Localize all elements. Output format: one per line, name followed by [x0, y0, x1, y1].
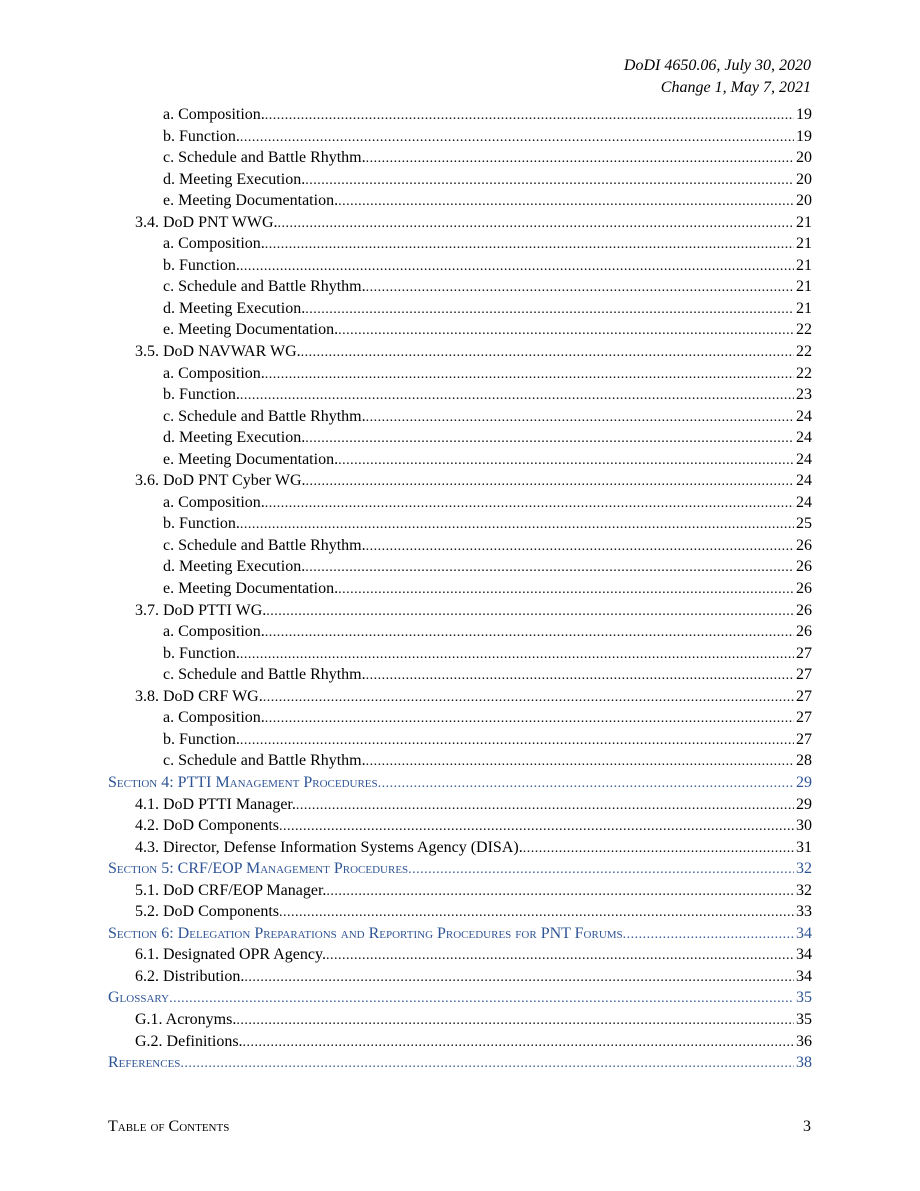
- toc-dot-leader: [366, 754, 794, 770]
- header-document-id: DoDI 4650.06, July 30, 2020: [623, 57, 811, 74]
- toc-page-number: 24: [796, 493, 812, 511]
- toc-dot-leader: [169, 991, 794, 1007]
- toc-page-number: 20: [796, 149, 812, 167]
- toc-dot-leader: [296, 798, 794, 814]
- footer-title: Table of Contents: [108, 1118, 230, 1135]
- toc-page-number: 27: [796, 644, 812, 662]
- toc-entry-title: e. Meeting Documentation.: [163, 450, 339, 468]
- toc-entry[interactable]: [108, 171, 812, 193]
- toc-page-number: 26: [796, 580, 812, 598]
- toc-dot-leader: [523, 841, 794, 857]
- toc-entry[interactable]: [108, 968, 812, 990]
- toc-page-number: 25: [796, 515, 812, 533]
- table-of-contents: [108, 106, 812, 1076]
- toc-entry[interactable]: [108, 451, 812, 473]
- toc-entry[interactable]: [108, 1011, 812, 1033]
- toc-page-number: 26: [796, 623, 812, 641]
- toc-dot-leader: [366, 539, 794, 555]
- toc-section-link[interactable]: [108, 925, 812, 947]
- toc-page-number: 21: [796, 213, 812, 231]
- toc-page-number: 26: [796, 601, 812, 619]
- toc-dot-leader: [265, 367, 794, 383]
- toc-dot-leader: [265, 237, 794, 253]
- toc-page-number: 27: [796, 730, 812, 748]
- toc-entry-title: Section 4: PTTI Management Procedures: [108, 773, 378, 791]
- toc-entry[interactable]: [108, 278, 812, 300]
- toc-entry[interactable]: [108, 515, 812, 537]
- toc-entry-title: e. Meeting Documentation.: [163, 321, 339, 339]
- footer-page-number: 3: [803, 1118, 811, 1135]
- toc-section-link[interactable]: [108, 860, 812, 882]
- toc-entry-title: 3.4. DoD PNT WWG.: [135, 213, 278, 231]
- toc-entry-title: c. Schedule and Battle Rhythm.: [163, 752, 366, 770]
- toc-dot-leader: [279, 905, 794, 921]
- toc-entry-title: b. Function.: [163, 127, 240, 145]
- toc-dot-leader: [240, 517, 794, 533]
- toc-dot-leader: [326, 884, 794, 900]
- toc-dot-leader: [279, 819, 794, 835]
- toc-entry-title: a. Composition.: [163, 364, 265, 382]
- toc-entry[interactable]: [108, 149, 812, 171]
- toc-page-number: 31: [796, 838, 812, 856]
- toc-entry[interactable]: [108, 946, 812, 968]
- toc-entry-title: a. Composition.: [163, 235, 265, 253]
- toc-dot-leader: [180, 1056, 794, 1072]
- toc-entry-title: c. Schedule and Battle Rhythm.: [163, 407, 366, 425]
- toc-entry-title: 3.8. DoD CRF WG.: [135, 687, 263, 705]
- toc-entry-title: 3.7. DoD PTTI WG.: [135, 601, 267, 619]
- toc-dot-leader: [263, 690, 794, 706]
- toc-entry[interactable]: [108, 386, 812, 408]
- toc-entry[interactable]: [108, 666, 812, 688]
- toc-page-number: 22: [796, 343, 812, 361]
- toc-entry[interactable]: [108, 623, 812, 645]
- toc-dot-leader: [338, 453, 794, 469]
- toc-page-number: 19: [796, 106, 812, 123]
- toc-entry-title: d. Meeting Execution.: [163, 558, 306, 576]
- toc-dot-leader: [301, 345, 794, 361]
- toc-page-number: 35: [796, 989, 812, 1007]
- toc-page-number: 36: [796, 1032, 812, 1050]
- toc-page-number: 32: [796, 881, 812, 899]
- toc-dot-leader: [338, 194, 794, 210]
- toc-entry[interactable]: [108, 580, 812, 602]
- toc-entry[interactable]: [108, 429, 812, 451]
- toc-entry[interactable]: [108, 796, 812, 818]
- toc-section-link[interactable]: [108, 774, 812, 796]
- toc-entry[interactable]: [108, 106, 812, 128]
- toc-dot-leader: [240, 259, 794, 275]
- toc-entry[interactable]: [108, 752, 812, 774]
- toc-entry-title: a. Composition.: [163, 493, 265, 511]
- toc-entry[interactable]: [108, 494, 812, 516]
- toc-entry-title: b. Function.: [163, 515, 240, 533]
- toc-page-number: 27: [796, 687, 812, 705]
- toc-dot-leader: [305, 173, 794, 189]
- toc-entry[interactable]: [108, 558, 812, 580]
- toc-dot-leader: [265, 108, 794, 124]
- toc-dot-leader: [236, 1013, 794, 1029]
- toc-entry[interactable]: [108, 817, 812, 839]
- toc-dot-leader: [240, 388, 794, 404]
- toc-entry[interactable]: [108, 882, 812, 904]
- toc-dot-leader: [266, 604, 794, 620]
- toc-dot-leader: [240, 733, 794, 749]
- toc-entry-title: b. Function.: [163, 730, 240, 748]
- toc-entry-title: 4.3. Director, Defense Information Systems Agency (DISA).: [135, 838, 523, 856]
- toc-entry[interactable]: [108, 214, 812, 236]
- toc-entry-title: 5.2. DoD Components: [135, 903, 279, 921]
- toc-page-number: 22: [796, 364, 812, 382]
- toc-page-number: 26: [796, 536, 812, 554]
- toc-entry-title: References: [108, 1054, 181, 1072]
- toc-page-number: 35: [796, 1010, 812, 1028]
- toc-dot-leader: [306, 474, 794, 490]
- toc-page-number: 21: [796, 256, 812, 274]
- toc-entry-title: a. Composition.: [163, 106, 265, 123]
- toc-page-number: 38: [796, 1054, 812, 1072]
- toc-entry-title: 6.2. Distribution.: [135, 967, 245, 985]
- toc-entry-title: b. Function.: [163, 256, 240, 274]
- toc-entry[interactable]: [108, 365, 812, 387]
- toc-entry-title: d. Meeting Execution.: [163, 299, 306, 317]
- toc-entry[interactable]: [108, 839, 812, 861]
- toc-entry[interactable]: [108, 688, 812, 710]
- toc-page-number: 29: [796, 773, 812, 791]
- toc-dot-leader: [240, 130, 794, 146]
- toc-dot-leader: [265, 711, 794, 727]
- toc-page-number: 30: [796, 817, 812, 835]
- toc-entry-title: 5.1. DoD CRF/EOP Manager.: [135, 881, 327, 899]
- toc-entry-title: G.1. Acronyms.: [135, 1010, 237, 1028]
- toc-entry[interactable]: [108, 602, 812, 624]
- toc-page-number: 24: [796, 407, 812, 425]
- toc-entry-title: c. Schedule and Battle Rhythm.: [163, 666, 366, 684]
- toc-page-number: 27: [796, 709, 812, 727]
- toc-page-number: 24: [796, 472, 812, 490]
- toc-entry-title: e. Meeting Documentation.: [163, 192, 339, 210]
- toc-entry[interactable]: [108, 408, 812, 430]
- toc-dot-leader: [408, 862, 794, 878]
- header-change-date: Change 1, May 7, 2021: [660, 78, 811, 96]
- toc-entry-title: 3.6. DoD PNT Cyber WG.: [135, 472, 306, 490]
- toc-page-number: 21: [796, 235, 812, 253]
- toc-page-number: 20: [796, 192, 812, 210]
- toc-page-number: 29: [796, 795, 812, 813]
- toc-dot-leader: [305, 302, 794, 318]
- toc-entry-title: d. Meeting Execution.: [163, 170, 306, 188]
- toc-dot-leader: [240, 647, 794, 663]
- toc-entry[interactable]: [108, 1033, 812, 1055]
- toc-page-number: 33: [796, 903, 812, 921]
- toc-entry-title: c. Schedule and Battle Rhythm.: [163, 149, 366, 167]
- toc-page-number: 24: [796, 429, 812, 447]
- toc-dot-leader: [366, 668, 794, 684]
- toc-entry-title: c. Schedule and Battle Rhythm.: [163, 536, 366, 554]
- toc-dot-leader: [366, 410, 794, 426]
- toc-dot-leader: [338, 582, 794, 598]
- page-footer: [108, 1118, 811, 1136]
- toc-entry-title: b. Function.: [163, 644, 240, 662]
- toc-dot-leader: [305, 560, 794, 576]
- toc-dot-leader: [366, 151, 794, 167]
- toc-dot-leader: [244, 970, 794, 986]
- toc-page-number: 34: [796, 946, 812, 964]
- toc-page-number: 23: [796, 386, 812, 404]
- toc-entry[interactable]: [108, 192, 812, 214]
- toc-dot-leader: [623, 927, 794, 943]
- toc-page-number: 28: [796, 752, 812, 770]
- toc-entry-title: G.2. Definitions.: [135, 1032, 243, 1050]
- toc-entry[interactable]: [108, 128, 812, 150]
- toc-entry-title: e. Meeting Documentation.: [163, 580, 339, 598]
- toc-page-number: 26: [796, 558, 812, 576]
- toc-page-number: 34: [796, 967, 812, 985]
- toc-entry-title: b. Function.: [163, 386, 240, 404]
- toc-entry-title: 4.1. DoD PTTI Manager.: [135, 795, 296, 813]
- toc-entry[interactable]: [108, 645, 812, 667]
- toc-section-link[interactable]: [108, 989, 812, 1011]
- toc-dot-leader: [338, 323, 794, 339]
- toc-dot-leader: [265, 625, 794, 641]
- toc-page-number: 34: [796, 924, 812, 942]
- toc-entry[interactable]: [108, 731, 812, 753]
- toc-entry-title: 4.2. DoD Components: [135, 817, 279, 835]
- toc-entry[interactable]: [108, 257, 812, 279]
- toc-dot-leader: [278, 216, 794, 232]
- toc-entry-title: 3.5. DoD NAVWAR WG.: [135, 343, 301, 361]
- toc-entry-title: d. Meeting Execution.: [163, 429, 306, 447]
- toc-page-number: 20: [796, 170, 812, 188]
- toc-entry-title: Section 5: CRF/EOP Management Procedures: [108, 860, 409, 878]
- toc-entry-title: c. Schedule and Battle Rhythm.: [163, 278, 366, 296]
- toc-entry[interactable]: [108, 709, 812, 731]
- page-header: [624, 55, 811, 98]
- toc-dot-leader: [265, 496, 794, 512]
- toc-page-number: 32: [796, 860, 812, 878]
- toc-page-number: 27: [796, 666, 812, 684]
- toc-page-number: 21: [796, 278, 812, 296]
- toc-dot-leader: [378, 776, 794, 792]
- toc-dot-leader: [326, 948, 794, 964]
- toc-entry[interactable]: [108, 321, 812, 343]
- toc-dot-leader: [305, 431, 794, 447]
- toc-entry-title: a. Composition.: [163, 709, 265, 727]
- toc-dot-leader: [366, 280, 794, 296]
- toc-entry-title: a. Composition.: [163, 623, 265, 641]
- toc-entry[interactable]: [108, 300, 812, 322]
- toc-entry-title: Section 6: Delegation Preparations and Reporting Procedures for PNT Forums: [108, 924, 623, 942]
- toc-entry-title: 6.1. Designated OPR Agency.: [135, 946, 326, 964]
- toc-page-number: 21: [796, 299, 812, 317]
- toc-dot-leader: [243, 1035, 794, 1051]
- toc-entry[interactable]: [108, 235, 812, 257]
- toc-entry[interactable]: [108, 472, 812, 494]
- toc-section-link[interactable]: [108, 1054, 812, 1076]
- toc-page-number: 19: [796, 127, 812, 145]
- toc-page-number: 24: [796, 450, 812, 468]
- toc-entry[interactable]: [108, 343, 812, 365]
- toc-entry[interactable]: [108, 537, 812, 559]
- toc-entry-title: Glossary: [108, 989, 170, 1007]
- toc-entry[interactable]: [108, 903, 812, 925]
- toc-page-number: 22: [796, 321, 812, 339]
